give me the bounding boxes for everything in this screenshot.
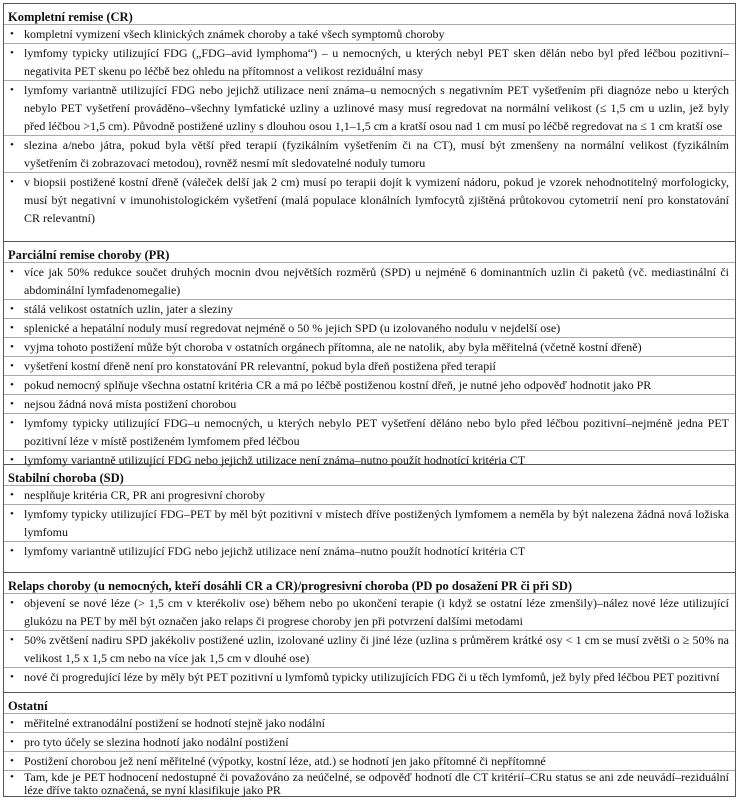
list-item: • lymfomy variantně utilizující FDG nebo jejichž utilizace není známa–nutno použít hodnotící kritéria CT xyxy=(4,450,735,469)
list-item: • více jak 50% redukce součet druhých mocnin dvou největších rozměrů (SPD) u nejméně 6 dominantních uzlin či paketů (vč. mediastinální či abdominální lymfadenomegalie) xyxy=(4,262,735,299)
list-item: • 50% zvětšení nadiru SPD jakékoliv postižené uzlin, izolované uzliny či jiné léze (uzlina s průměrem krátké osy < 1 cm se musí zvětši o ≥ 50% na velikost 1,5 x 1,5 cm nebo na více jak 1,5 cm v dlouhé ose) xyxy=(4,630,735,667)
list-item: • Postižení chorobou jež není měřitelné (výpotky, kostní léze, atd.) se hodnotí jen jako přítomné či nepřítomné xyxy=(4,751,735,770)
list-item: • slezina a/nebo játra, pokud byla větší před terapií (fyzikálním vyšetřením či na CT), musí být zmenšeny na normální velikost (fyzikálním vyšetřením či zobrazovací metodou), rovněž nesmí mít sledovatelné noduly tumoru xyxy=(4,135,735,172)
list-item: • pokud nemocný splňuje všechna ostatní kritéria CR a má po léčbě postiženou kostní dřeň, je nutné jeho odpověď hodnotit jako PR xyxy=(4,375,735,394)
bullet-icon: • xyxy=(10,634,14,646)
bullet-icon: • xyxy=(10,671,14,683)
bullet-icon: • xyxy=(10,379,14,391)
bullet-icon: • xyxy=(10,176,14,188)
list-item: • lymfomy typicky utilizující FDG („FDG–avid lymphoma“) – u nemocných, u kterých nebyl PET sken dělán nebo byl před léčbou pozitivní–negativita PET skenu po léčbě bez ohledu na přítomnost a velikost reziduální masy xyxy=(4,43,735,80)
bullet-icon: • xyxy=(10,454,14,466)
bullet-icon: • xyxy=(10,717,14,729)
list-item: • lymfomy typicky utilizující FDG–PET by měl být pozitivní v místech dříve postižených lymfomem a neměla by být nalezena žádná nová ložiska lymfomu xyxy=(4,504,735,541)
bullet-icon: • xyxy=(10,597,14,609)
bullet-icon: • xyxy=(10,417,14,429)
bullet-icon: • xyxy=(10,736,14,748)
list-item: • objevení se nové léze (> 1,5 cm v kterékoliv ose) během nebo po ukončení terapie (i když se ostatní léze zmenšily)–nález nové léze utilizující glukózu na PET by měl být označen jako relaps či progrese choroby jen při potvrzení dalšími metodami xyxy=(4,593,735,630)
section-pr xyxy=(4,242,735,465)
bullet-icon: • xyxy=(10,771,14,783)
section-title: Relaps choroby (u nemocných, kteří dosáhli CR a CR)/progresivní choroba (PD po dosažení PR či při SD) xyxy=(8,579,573,593)
bullet-icon: • xyxy=(10,47,14,59)
list-item: • nesplňuje kritéria CR, PR ani progresivní choroby xyxy=(4,485,735,504)
list-item: • nové či progredující léze by měly být PET pozitivní u lymfomů typicky utilizujících FDG či u těch lymfomů, jež byly před léčbou PET pozitivní xyxy=(4,667,735,686)
list-item: • kompletní vymizení všech klinických známek choroby a také všech symptomů choroby xyxy=(4,24,735,43)
list-item: • vyšetření kostní dřeně není pro konstatování PR relevantní, pokud byla dřeň postižena před terapií xyxy=(4,356,735,375)
bullet-icon: • xyxy=(10,84,14,96)
list-item: • Tam, kde je PET hodnocení nedostupné či považováno za neúčelné, se odpověď hodnotí dle CT kritérií–CRu status se ani zde neuvádí–reziduální léze dříve takto označená, se nyní klasifikuje jako PR xyxy=(4,770,735,796)
section-title: Parciální remise choroby (PR) xyxy=(8,248,170,262)
bullet-icon: • xyxy=(10,545,14,557)
bullet-icon: • xyxy=(10,266,14,278)
list-item: • nejsou žádná nová místa postižení chorobou xyxy=(4,394,735,413)
section-pd xyxy=(4,573,735,693)
bullet-icon: • xyxy=(10,322,14,334)
bullet-icon: • xyxy=(10,139,14,151)
bullet-icon: • xyxy=(10,398,14,410)
list-item: • v biopsii postižené kostní dřeně (váleček delší jak 2 cm) musí po terapii dojít k vymizení nádoru, pokud je vzorek nehodnotitelný morfologicky, musí být negativní v imunohistologickém vyšetření (malá populace klonálních lymfocytů zjištěná průtokovou cytometrií není pro konstatování CR relevantní) xyxy=(4,172,735,227)
bullet-icon: • xyxy=(10,360,14,372)
section-title: Stabilní choroba (SD) xyxy=(8,471,124,485)
bullet-icon: • xyxy=(10,28,14,40)
section-sd xyxy=(4,465,735,573)
list-item: • lymfomy variantně utilizující FDG nebo jejichž utilizace není známa–u nemocných s negativním PET vyšetřením při diagnóze nebo u kterých nebylo PET vyšetření prováděno–všechny lymfatické uzliny a uzlinové masy musí regredovat na normální velikost (≤ 1,5 cm u uzlin, jež byly před léčbou >1,5 cm). Původně postižené uzliny s dlouhou osou 1,1–1,5 cm a kratší osou nad 1 cm musí po léčbě regredovat na ≤ 1 cm kratší ose xyxy=(4,80,735,135)
list-item: • stálá velikost ostatních uzlin, jater a sleziny xyxy=(4,299,735,318)
list-item: • splenické a hepatální noduly musí regredovat nejméně o 50 % jejich SPD (u izolovaného nodulu v nejdelší ose) xyxy=(4,318,735,337)
bullet-icon: • xyxy=(10,303,14,315)
bullet-icon: • xyxy=(10,508,14,520)
section-cr xyxy=(4,4,735,242)
list-item: • lymfomy typicky utilizující FDG–u nemocných, u kterých nebylo PET vyšetření děláno nebo bylo před léčbou pozitivní–nejméně jedna PET pozitivní léze v místě postiženém lymfomem před léčbou xyxy=(4,413,735,450)
bullet-icon: • xyxy=(10,489,14,501)
criteria-table xyxy=(3,3,736,797)
section-other xyxy=(4,693,735,796)
section-title: Kompletní remise (CR) xyxy=(8,10,133,24)
list-item: • vyjma tohoto postižení může být choroba v ostatních orgánech přítomna, ale ne natolik, aby byla měřitelná (včetně kostní dřeně) xyxy=(4,337,735,356)
list-item: • lymfomy variantně utilizující FDG nebo jejichž utilizace není známa–nutno použít hodnotící kritéria CT xyxy=(4,541,735,560)
bullet-icon: • xyxy=(10,755,14,767)
section-title: Ostatní xyxy=(8,699,48,713)
list-item: • měřitelné extranodální postižení se hodnotí stejně jako nodální xyxy=(4,713,735,732)
list-item: • pro tyto účely se slezina hodnotí jako nodální postižení xyxy=(4,732,735,751)
bullet-icon: • xyxy=(10,341,14,353)
